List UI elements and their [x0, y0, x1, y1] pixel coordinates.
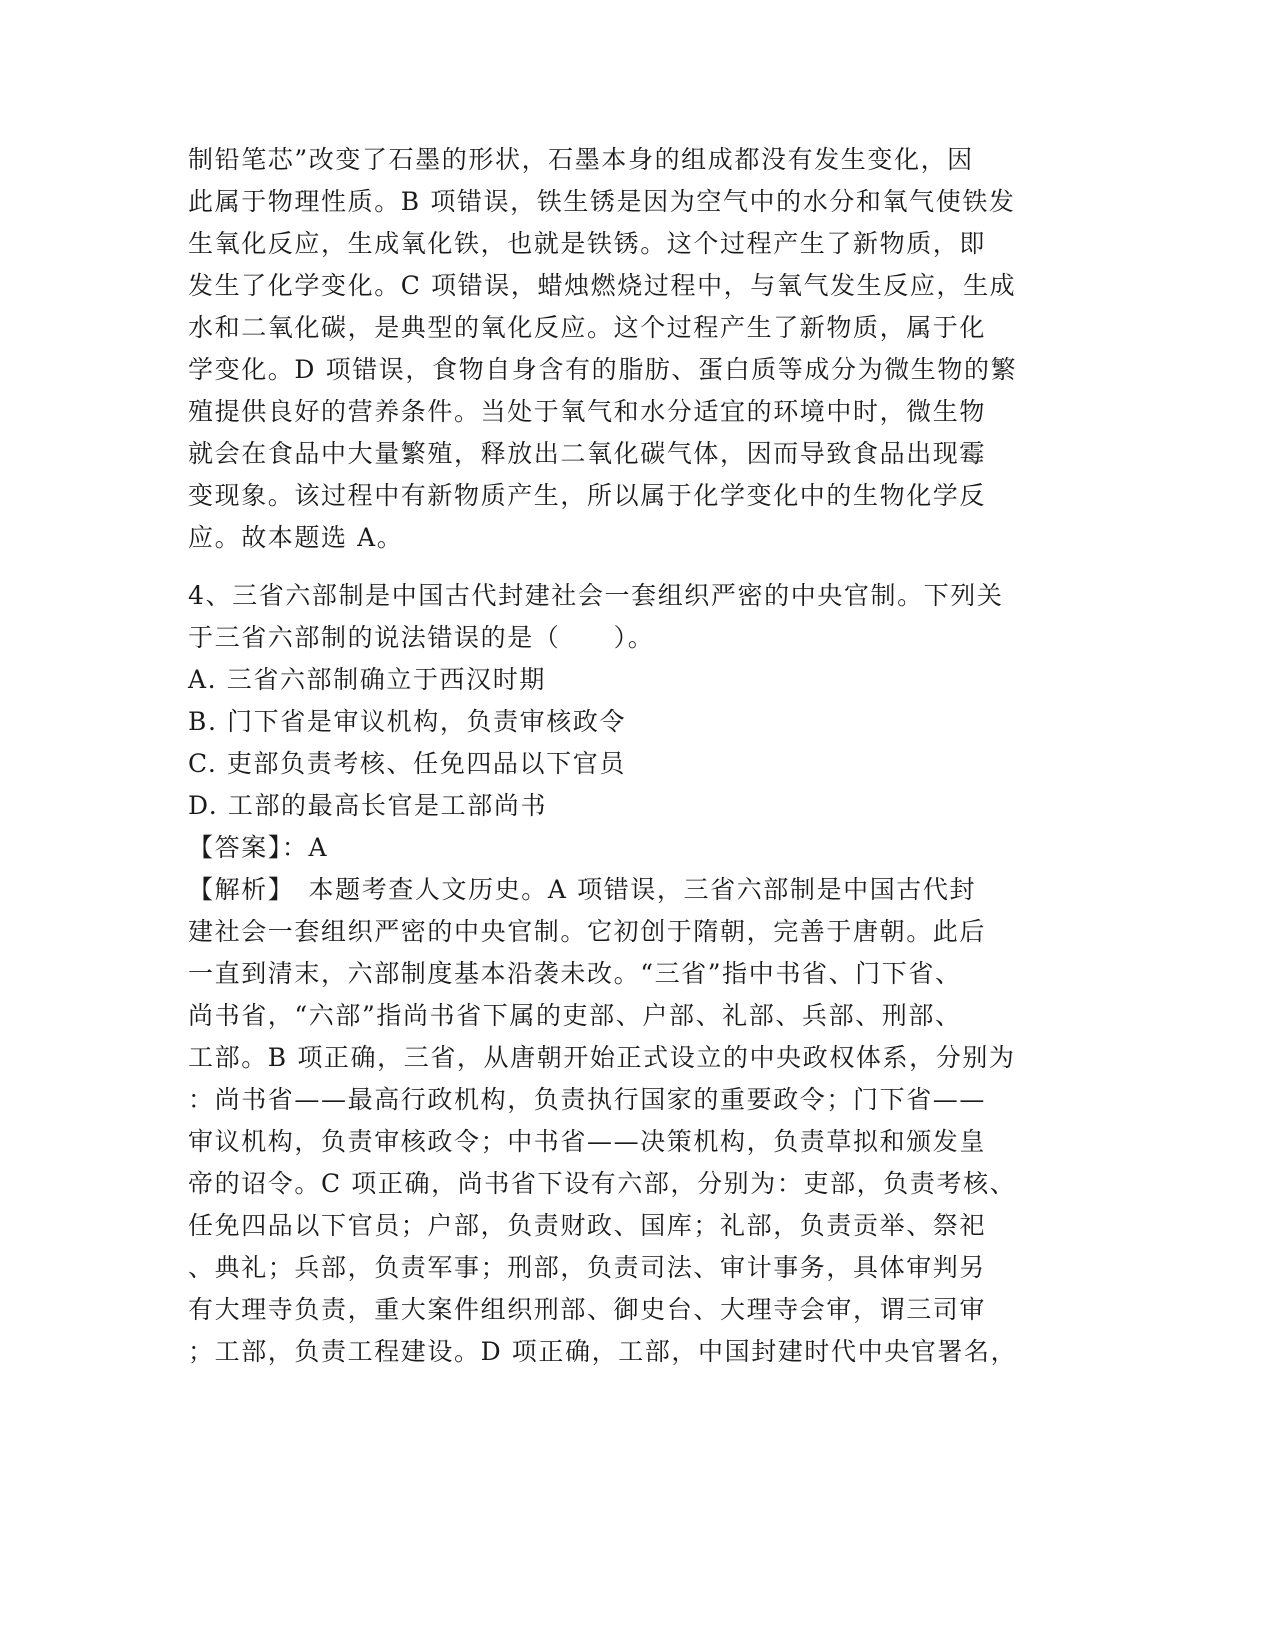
- explanation-line: 生氧化反应，生成氧化铁，也就是铁锈。这个过程产生了新物质，即: [188, 229, 987, 258]
- analysis-line: ：尚书省——最高行政机构，负责执行国家的重要政令；门下省——: [188, 1085, 987, 1114]
- question-stem: 于三省六部制的说法错误的是（ ）。: [188, 623, 655, 652]
- option-b: B. 门下省是审议机构，负责审核政令: [188, 707, 627, 736]
- analysis-line: 建社会一套组织严密的中央官制。它初创于隋朝，完善于唐朝。此后: [188, 917, 987, 946]
- option-c: C. 吏部负责考核、任免四品以下官员: [188, 749, 626, 778]
- explanation-line: 殖提供良好的营养条件。当处于氧气和水分适宜的环境中时，微生物: [188, 397, 987, 426]
- analysis-line: 一直到清末，六部制度基本沿袭未改。“三省”指中书省、门下省、: [188, 959, 962, 988]
- analysis-line: 【解析】 本题考查人文历史。A 项错误，三省六部制是中国古代封: [188, 875, 977, 904]
- analysis-line: 审议机构，负责审核政令；中书省——决策机构，负责草拟和颁发皇: [188, 1127, 987, 1156]
- analysis-line: 任免四品以下官员；户部，负责财政、国库；礼部，负责贡举、祭祀: [188, 1211, 987, 1240]
- explanation-line: 就会在食品中大量繁殖，释放出二氧化碳气体，因而导致食品出现霉: [188, 439, 987, 468]
- analysis-line: ；工部，负责工程建设。D 项正确，工部，中国封建时代中央官署名，: [188, 1337, 1018, 1366]
- analysis-line: 尚书省，“六部”指尚书省下属的吏部、户部、礼部、兵部、刑部、: [188, 1001, 962, 1030]
- option-d: D. 工部的最高长官是工部尚书: [188, 791, 548, 820]
- option-a: A. 三省六部制确立于西汉时期: [188, 665, 546, 694]
- analysis-line: 工部。B 项正确，三省，从唐朝开始正式设立的中央政权体系，分别为: [188, 1043, 1016, 1072]
- analysis-line: 、典礼；兵部，负责军事；刑部，负责司法、审计事务，具体审判另: [188, 1253, 987, 1282]
- analysis-line: 有大理寺负责，重大案件组织刑部、御史台、大理寺会审，谓三司审: [188, 1295, 987, 1324]
- explanation-line: 此属于物理性质。B 项错误，铁生锈是因为空气中的水分和氧气使铁发: [188, 187, 1016, 216]
- analysis-line: 帝的诏令。C 项正确，尚书省下设有六部，分别为：吏部，负责考核、: [188, 1169, 1017, 1198]
- explanation-line: 学变化。D 项错误，食物自身含有的脂肪、蛋白质等成分为微生物的繁: [188, 355, 1018, 384]
- answer-line: 【答案】：A: [188, 833, 329, 862]
- explanation-line: 制铅笔芯”改变了石墨的形状，石墨本身的组成都没有发生变化，因: [188, 145, 974, 174]
- explanation-line: 变现象。该过程中有新物质产生，所以属于化学变化中的生物化学反: [188, 481, 987, 510]
- explanation-line: 发生了化学变化。C 项错误，蜡烛燃烧过程中，与氧气发生反应，生成: [188, 271, 1017, 300]
- explanation-line: 应。故本题选 A。: [188, 523, 404, 552]
- explanation-line: 水和二氧化碳，是典型的氧化反应。这个过程产生了新物质，属于化: [188, 313, 987, 342]
- question-stem: 4、三省六部制是中国古代封建社会一套组织严密的中央官制。下列关: [188, 581, 1004, 610]
